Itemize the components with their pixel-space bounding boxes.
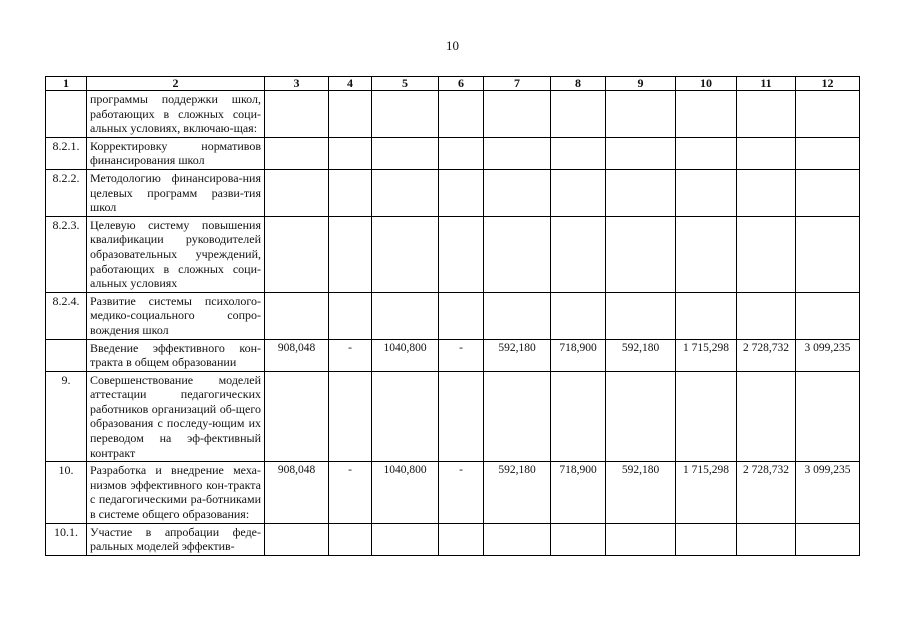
row-description-cell: Целевую систему повышения квалификации руководителей образовательных учреждений, работающих в сложных соци-альных условиях bbox=[87, 216, 265, 292]
row-number-cell: 8.2.1. bbox=[46, 137, 87, 169]
page-number: 10 bbox=[446, 38, 459, 53]
value-cell-col-12 bbox=[796, 292, 860, 339]
table-body bbox=[46, 91, 860, 556]
value-cell-col-12: 3 099,235 bbox=[796, 339, 860, 371]
value-cell-col-6 bbox=[439, 371, 484, 462]
value-cell-col-12 bbox=[796, 137, 860, 169]
value-cell-col-5 bbox=[372, 292, 439, 339]
value-cell-col-6 bbox=[439, 216, 484, 292]
table-row bbox=[46, 137, 860, 169]
row-number-cell: 9. bbox=[46, 371, 87, 462]
value-cell-col-7 bbox=[484, 216, 551, 292]
value-cell-col-8 bbox=[551, 91, 606, 138]
value-cell-col-4 bbox=[329, 137, 372, 169]
row-description-cell: Разработка и внедрение меха-низмов эффективного кон-тракта с педагогическими ра-ботниками в системе общего образования: bbox=[87, 462, 265, 523]
value-cell-col-11 bbox=[737, 292, 796, 339]
value-cell-col-4: - bbox=[329, 462, 372, 523]
value-cell-col-6 bbox=[439, 523, 484, 555]
value-cell-col-3 bbox=[265, 169, 329, 216]
table-row bbox=[46, 91, 860, 138]
value-cell-col-10: 1 715,298 bbox=[676, 462, 737, 523]
value-cell-col-7 bbox=[484, 169, 551, 216]
value-cell-col-6 bbox=[439, 91, 484, 138]
value-cell-col-9 bbox=[606, 523, 676, 555]
value-cell-col-8: 718,900 bbox=[551, 462, 606, 523]
table-row bbox=[46, 292, 860, 339]
value-cell-col-5: 1040,800 bbox=[372, 462, 439, 523]
value-cell-col-4 bbox=[329, 91, 372, 138]
table-row bbox=[46, 371, 860, 462]
value-cell-col-9 bbox=[606, 91, 676, 138]
column-header: 12 bbox=[796, 77, 860, 91]
column-header: 3 bbox=[265, 77, 329, 91]
column-header: 5 bbox=[372, 77, 439, 91]
header-row bbox=[46, 77, 860, 91]
row-description-cell: Участие в апробации феде-ральных моделей эффектив- bbox=[87, 523, 265, 555]
table-row bbox=[46, 462, 860, 523]
value-cell-col-11 bbox=[737, 169, 796, 216]
value-cell-col-10 bbox=[676, 292, 737, 339]
column-header: 6 bbox=[439, 77, 484, 91]
value-cell-col-8 bbox=[551, 137, 606, 169]
row-description-cell: Совершенствование моделей аттестации педагогических работников организаций об-щего образования с последу-ющим их переводом на эф-фективный контракт bbox=[87, 371, 265, 462]
value-cell-col-4 bbox=[329, 169, 372, 216]
value-cell-col-11 bbox=[737, 216, 796, 292]
value-cell-col-3 bbox=[265, 91, 329, 138]
value-cell-col-9 bbox=[606, 292, 676, 339]
value-cell-col-7: 592,180 bbox=[484, 339, 551, 371]
value-cell-col-3: 908,048 bbox=[265, 462, 329, 523]
value-cell-col-9 bbox=[606, 216, 676, 292]
value-cell-col-7 bbox=[484, 91, 551, 138]
value-cell-col-7: 592,180 bbox=[484, 462, 551, 523]
column-header: 11 bbox=[737, 77, 796, 91]
table-row bbox=[46, 339, 860, 371]
value-cell-col-11: 2 728,732 bbox=[737, 462, 796, 523]
value-cell-col-5 bbox=[372, 169, 439, 216]
value-cell-col-12 bbox=[796, 523, 860, 555]
value-cell-col-6: - bbox=[439, 339, 484, 371]
column-header: 4 bbox=[329, 77, 372, 91]
value-cell-col-12 bbox=[796, 371, 860, 462]
column-header: 8 bbox=[551, 77, 606, 91]
column-header: 2 bbox=[87, 77, 265, 91]
value-cell-col-4 bbox=[329, 371, 372, 462]
value-cell-col-10: 1 715,298 bbox=[676, 339, 737, 371]
value-cell-col-3: 908,048 bbox=[265, 339, 329, 371]
value-cell-col-10 bbox=[676, 91, 737, 138]
value-cell-col-3 bbox=[265, 523, 329, 555]
value-cell-col-7 bbox=[484, 523, 551, 555]
row-number-cell: 8.2.4. bbox=[46, 292, 87, 339]
row-number-cell: 8.2.3. bbox=[46, 216, 87, 292]
row-number-cell: 10. bbox=[46, 462, 87, 523]
value-cell-col-5: 1040,800 bbox=[372, 339, 439, 371]
value-cell-col-5 bbox=[372, 371, 439, 462]
value-cell-col-7 bbox=[484, 137, 551, 169]
value-cell-col-5 bbox=[372, 523, 439, 555]
value-cell-col-12 bbox=[796, 91, 860, 138]
value-cell-col-10 bbox=[676, 371, 737, 462]
row-number-cell bbox=[46, 91, 87, 138]
column-header: 10 bbox=[676, 77, 737, 91]
value-cell-col-8 bbox=[551, 169, 606, 216]
value-cell-col-8 bbox=[551, 216, 606, 292]
value-cell-col-10 bbox=[676, 216, 737, 292]
budget-table bbox=[45, 76, 860, 556]
value-cell-col-4 bbox=[329, 216, 372, 292]
value-cell-col-11 bbox=[737, 371, 796, 462]
row-description-cell: Развитие системы психолого-медико-социального сопро-вождения школ bbox=[87, 292, 265, 339]
value-cell-col-7 bbox=[484, 292, 551, 339]
value-cell-col-3 bbox=[265, 216, 329, 292]
table-row bbox=[46, 523, 860, 555]
value-cell-col-3 bbox=[265, 137, 329, 169]
value-cell-col-12 bbox=[796, 169, 860, 216]
value-cell-col-9 bbox=[606, 169, 676, 216]
value-cell-col-6 bbox=[439, 292, 484, 339]
value-cell-col-9 bbox=[606, 371, 676, 462]
row-number-cell bbox=[46, 339, 87, 371]
value-cell-col-4 bbox=[329, 292, 372, 339]
column-header: 9 bbox=[606, 77, 676, 91]
value-cell-col-5 bbox=[372, 91, 439, 138]
value-cell-col-11 bbox=[737, 91, 796, 138]
value-cell-col-10 bbox=[676, 137, 737, 169]
value-cell-col-10 bbox=[676, 169, 737, 216]
value-cell-col-8 bbox=[551, 371, 606, 462]
value-cell-col-11: 2 728,732 bbox=[737, 339, 796, 371]
value-cell-col-6 bbox=[439, 137, 484, 169]
row-number-cell: 8.2.2. bbox=[46, 169, 87, 216]
value-cell-col-6: - bbox=[439, 462, 484, 523]
value-cell-col-3 bbox=[265, 292, 329, 339]
value-cell-col-11 bbox=[737, 137, 796, 169]
value-cell-col-11 bbox=[737, 523, 796, 555]
column-header: 7 bbox=[484, 77, 551, 91]
value-cell-col-10 bbox=[676, 523, 737, 555]
row-description-cell: Введение эффективного кон-тракта в общем образовании bbox=[87, 339, 265, 371]
row-description-cell: программы поддержки школ, работающих в сложных соци-альных условиях, включаю-щая: bbox=[87, 91, 265, 138]
value-cell-col-4: - bbox=[329, 339, 372, 371]
table-row bbox=[46, 216, 860, 292]
value-cell-col-5 bbox=[372, 137, 439, 169]
value-cell-col-8: 718,900 bbox=[551, 339, 606, 371]
row-description-cell: Корректировку нормативов финансирования школ bbox=[87, 137, 265, 169]
column-header: 1 bbox=[46, 77, 87, 91]
table-row bbox=[46, 169, 860, 216]
value-cell-col-9: 592,180 bbox=[606, 339, 676, 371]
value-cell-col-12: 3 099,235 bbox=[796, 462, 860, 523]
value-cell-col-8 bbox=[551, 292, 606, 339]
value-cell-col-9: 592,180 bbox=[606, 462, 676, 523]
value-cell-col-3 bbox=[265, 371, 329, 462]
value-cell-col-8 bbox=[551, 523, 606, 555]
value-cell-col-12 bbox=[796, 216, 860, 292]
value-cell-col-7 bbox=[484, 371, 551, 462]
row-number-cell: 10.1. bbox=[46, 523, 87, 555]
value-cell-col-9 bbox=[606, 137, 676, 169]
value-cell-col-4 bbox=[329, 523, 372, 555]
value-cell-col-6 bbox=[439, 169, 484, 216]
value-cell-col-5 bbox=[372, 216, 439, 292]
row-description-cell: Методологию финансирова-ния целевых программ разви-тия школ bbox=[87, 169, 265, 216]
